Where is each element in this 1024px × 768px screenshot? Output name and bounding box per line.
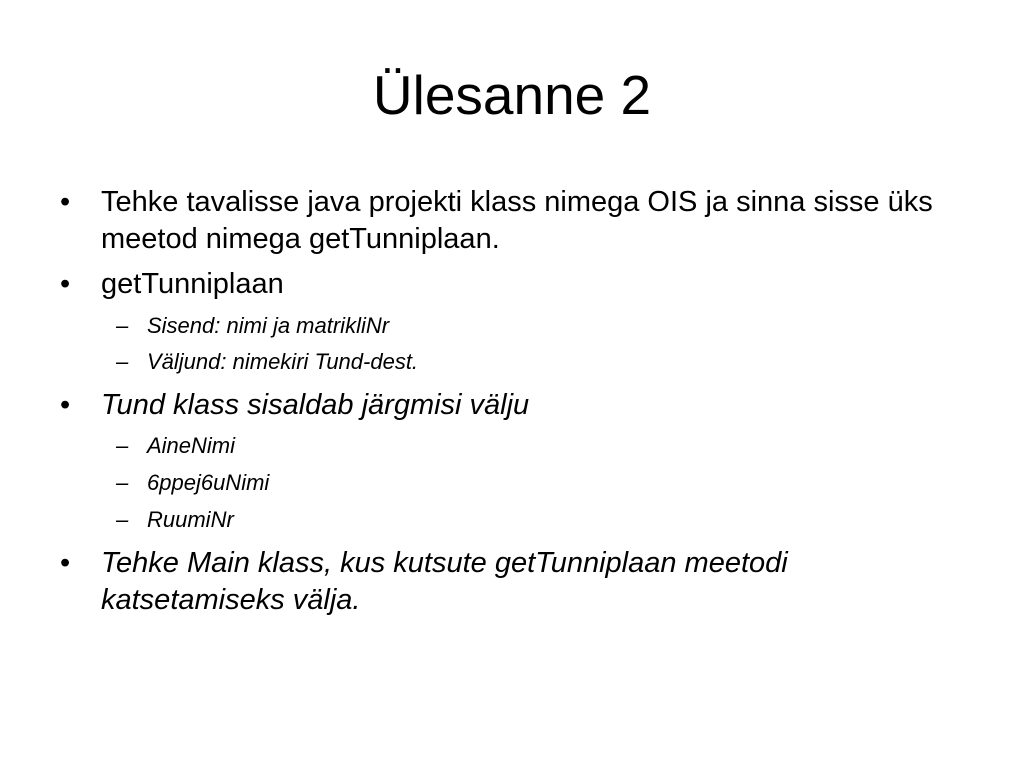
bullet-item [60,184,960,258]
sub-bullet-text: Sisend: nimi ja matrikliNr [147,313,390,338]
sub-bullet-text: AineNimi [147,433,236,458]
sub-bullet-text: RuumiNr [147,507,234,532]
sub-bullet-text: 6ppej6uNimi [147,470,270,495]
bullet-item [60,387,960,424]
sub-bullet-item [116,348,916,376]
bullet-marker: • [60,389,71,421]
sub-bullet-item [116,469,916,497]
sub-bullet-item [116,432,916,460]
dash-marker: – [116,433,129,458]
bullet-text: getTunniplaan [101,268,284,300]
dash-marker: – [116,470,129,495]
bullet-item [60,545,960,619]
sub-bullet-item [116,312,916,340]
sub-bullet-item [116,506,916,534]
dash-marker: – [116,349,129,374]
bullet-marker: • [60,268,71,300]
slide-title: Ülesanne 2 [372,64,652,126]
bullet-item [60,266,960,303]
bullet-marker: • [60,186,71,218]
dash-marker: – [116,507,129,532]
bullet-text: Tehke Main klass, kus kutsute getTunniplaan meetodi katsetamiseks välja. [101,547,788,616]
sub-bullet-text: Väljund: nimekiri Tund-dest. [147,349,419,374]
bullet-marker: • [60,547,71,579]
dash-marker: – [116,313,129,338]
bullet-text: Tehke tavalisse java projekti klass nimega OIS ja sinna sisse üks meetod nimega getTunniplaan. [101,186,933,255]
bullet-text: Tund klass sisaldab järgmisi välju [101,389,530,421]
